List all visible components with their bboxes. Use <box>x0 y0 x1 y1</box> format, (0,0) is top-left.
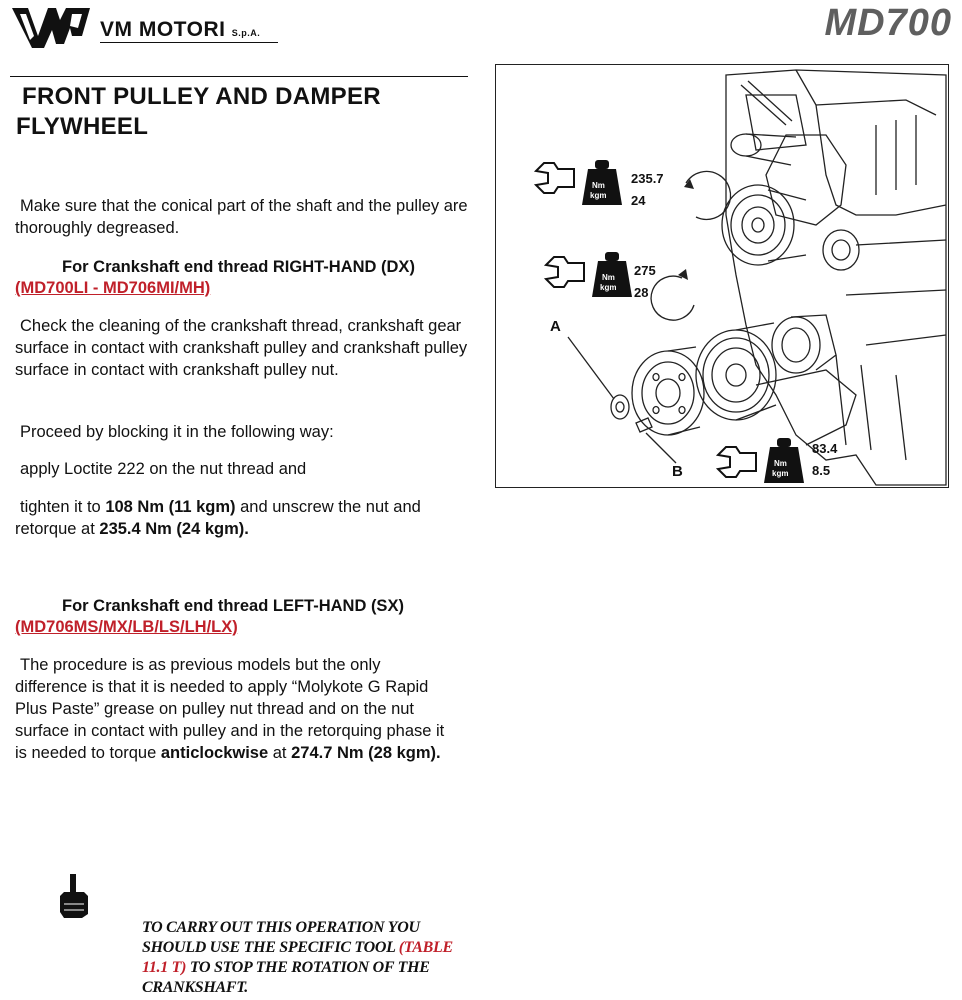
intro-paragraph: Make sure that the conical part of the shaft and the pulley are thoroughly degreased. <box>15 197 468 237</box>
weight-unit-nm-bottom: Nm <box>774 459 787 468</box>
page-title <box>16 82 456 142</box>
brand-name: VM MOTORI S.p.A. <box>100 18 261 41</box>
torque-top-nm: 235.7 <box>631 171 664 186</box>
torque-bottom-nm: 83.4 <box>812 441 838 456</box>
title-divider <box>10 76 468 77</box>
torque-mid-nm: 275 <box>634 263 656 278</box>
right-hand-models-link[interactable]: (MD700LI - MD706MI/MH) <box>15 279 211 297</box>
page-title-line2: FLYWHEEL <box>16 113 149 140</box>
vm-logo-icon <box>12 6 90 50</box>
engine-drawing <box>496 65 949 488</box>
left-hand-paragraph: The procedure is as previous models but the only difference is that it is needed to apply “Molykote G Rapid Plus Paste” grease on pulley nut thread and on the nut surface in contact with pulley and in the retorquing phase it is needed to torque anticlockwise at 274.7 Nm (28 kgm). <box>15 656 445 762</box>
tighten-paragraph: tighten it to 108 Nm (11 kgm) and unscrew the nut and retorque at 235.4 Nm (24 kgm). <box>15 498 421 538</box>
torque-top-kgm: 24 <box>631 193 646 208</box>
brand-suffix: S.p.A. <box>231 28 261 38</box>
weight-unit-kgm-mid: kgm <box>600 283 617 292</box>
brand-underline <box>100 42 278 43</box>
weight-unit-kgm-bottom: kgm <box>772 469 789 478</box>
loctite-paragraph: apply Loctite 222 on the nut thread and <box>20 460 307 478</box>
page-title-line1: FRONT PULLEY AND DAMPER <box>22 83 381 110</box>
tool-note: TO CARRY OUT THIS OPERATION YOU SHOULD USE THE SPECIFIC TOOL (TABLE 11.1 T) TO STOP THE ROTATION OF THE CRANKSHAFT. <box>142 919 453 996</box>
label-b: B <box>672 463 683 480</box>
check-paragraph: Check the cleaning of the crankshaft thread, crankshaft gear surface in contact with crankshaft pulley and crankshaft pulley surface in contact with crankshaft pulley nut. <box>15 317 468 379</box>
tool-table-ref[interactable]: (TABLE 11.1 T) <box>142 939 453 976</box>
left-hand-models-link[interactable]: (MD706MS/MX/LB/LS/LH/LX) <box>15 618 238 636</box>
right-hand-heading: For Crankshaft end thread RIGHT-HAND (DX) <box>62 258 415 276</box>
pulley-diagram <box>495 64 949 488</box>
left-hand-heading: For Crankshaft end thread LEFT-HAND (SX) <box>62 597 404 615</box>
torque-bottom-kgm: 8.5 <box>812 463 831 478</box>
pointing-hand-icon <box>54 872 94 920</box>
label-a: A <box>550 318 561 335</box>
proceed-paragraph: Proceed by blocking it in the following way: <box>20 423 334 441</box>
model-title: MD700 <box>824 2 952 44</box>
weight-unit-nm-top: Nm <box>592 181 605 190</box>
weight-unit-kgm-top: kgm <box>590 191 607 200</box>
torque-mid-kgm: 28 <box>634 285 649 300</box>
weight-unit-nm-mid: Nm <box>602 273 615 282</box>
